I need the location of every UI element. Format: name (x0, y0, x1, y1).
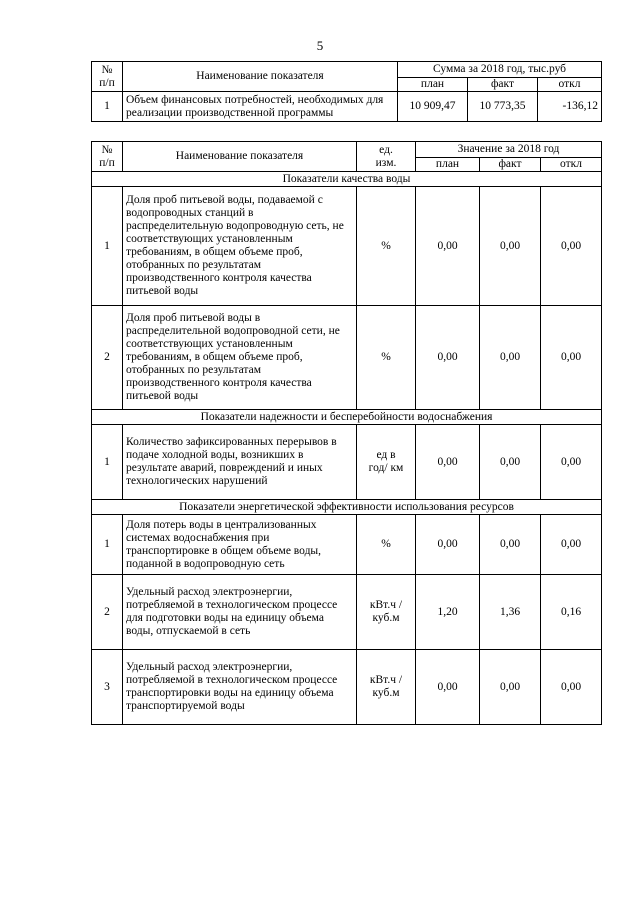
table-row (92, 425, 602, 500)
header-name: Наименование показателя (123, 142, 357, 172)
row-name: Объем финансовых потребностей, необходимых для реализации производственной программы (123, 92, 398, 122)
row-num: 1 (92, 92, 123, 122)
table-row (92, 92, 602, 122)
header-value: Значение за 2018 год (416, 142, 602, 158)
row-dev: -136,12 (538, 92, 602, 122)
row-num: 2 (92, 306, 123, 410)
financial-table (91, 61, 602, 122)
indicators-table (91, 141, 602, 725)
row-unit: кВт.ч / куб.м (357, 650, 416, 725)
header-fact: факт (480, 158, 541, 172)
row-dev: 0,00 (541, 306, 602, 410)
row-unit: % (357, 306, 416, 410)
row-plan: 0,00 (416, 306, 480, 410)
row-name: Доля потерь воды в централизованных системах водоснабжения при транспортировке в общем объеме воды, поданной в водопроводную сеть (123, 515, 357, 575)
header-dev: откл (538, 78, 602, 92)
table-row (92, 575, 602, 650)
row-name: Удельный расход электроэнергии, потребляемой в технологическом процессе транспортировки воды на единицу объема транспортируемой воды (123, 650, 357, 725)
table-row (92, 306, 602, 410)
table-row (92, 650, 602, 725)
table-row (92, 187, 602, 306)
header-plan: план (416, 158, 480, 172)
row-num: 1 (92, 187, 123, 306)
row-name: Доля проб питьевой воды в распределительной водопроводной сети, не соответствующих установленным требованиям, в общем объеме проб, отобранных по результатам производственного контроля качества питьевой воды (123, 306, 357, 410)
row-num: 3 (92, 650, 123, 725)
row-fact: 0,00 (480, 425, 541, 500)
row-dev: 0,16 (541, 575, 602, 650)
row-plan: 0,00 (416, 187, 480, 306)
header-fact: факт (468, 78, 538, 92)
row-fact: 0,00 (480, 306, 541, 410)
row-num: 1 (92, 425, 123, 500)
section-title: Показатели надежности и бесперебойности водоснабжения (92, 410, 602, 425)
row-unit: кВт.ч / куб.м (357, 575, 416, 650)
row-unit: ед в год/ км (357, 425, 416, 500)
section-title: Показатели качества воды (92, 172, 602, 187)
page-number: 5 (316, 38, 324, 53)
row-plan: 0,00 (416, 425, 480, 500)
row-dev: 0,00 (541, 425, 602, 500)
header-name: Наименование показателя (123, 62, 398, 92)
row-plan: 0,00 (416, 515, 480, 575)
row-unit: % (357, 515, 416, 575)
row-fact: 0,00 (480, 650, 541, 725)
table-row (92, 515, 602, 575)
row-fact: 10 773,35 (468, 92, 538, 122)
row-name: Доля проб питьевой воды, подаваемой с водопроводных станций в распределительную водопроводную сеть, не соответствующих установленным требованиям, в общем объеме проб, отобранных по результатам производственного контроля качества питьевой воды (123, 187, 357, 306)
header-num: № п/п (92, 142, 123, 172)
row-dev: 0,00 (541, 650, 602, 725)
row-plan: 10 909,47 (398, 92, 468, 122)
header-unit: ед. изм. (357, 142, 416, 172)
row-plan: 1,20 (416, 575, 480, 650)
row-num: 2 (92, 575, 123, 650)
row-fact: 1,36 (480, 575, 541, 650)
section-title: Показатели энергетической эффективности использования ресурсов (92, 500, 602, 515)
header-plan: план (398, 78, 468, 92)
row-dev: 0,00 (541, 187, 602, 306)
row-name: Количество зафиксированных перерывов в подаче холодной воды, возникших в результате аварий, повреждений и иных технологических нарушений (123, 425, 357, 500)
row-fact: 0,00 (480, 187, 541, 306)
row-name: Удельный расход электроэнергии, потребляемой в технологическом процессе для подготовки воды на единицу объема воды, отпускаемой в сеть (123, 575, 357, 650)
row-dev: 0,00 (541, 515, 602, 575)
header-num: № п/п (92, 62, 123, 92)
row-num: 1 (92, 515, 123, 575)
row-fact: 0,00 (480, 515, 541, 575)
row-unit: % (357, 187, 416, 306)
header-dev: откл (541, 158, 602, 172)
row-plan: 0,00 (416, 650, 480, 725)
header-sum: Сумма за 2018 год, тыс.руб (398, 62, 602, 78)
